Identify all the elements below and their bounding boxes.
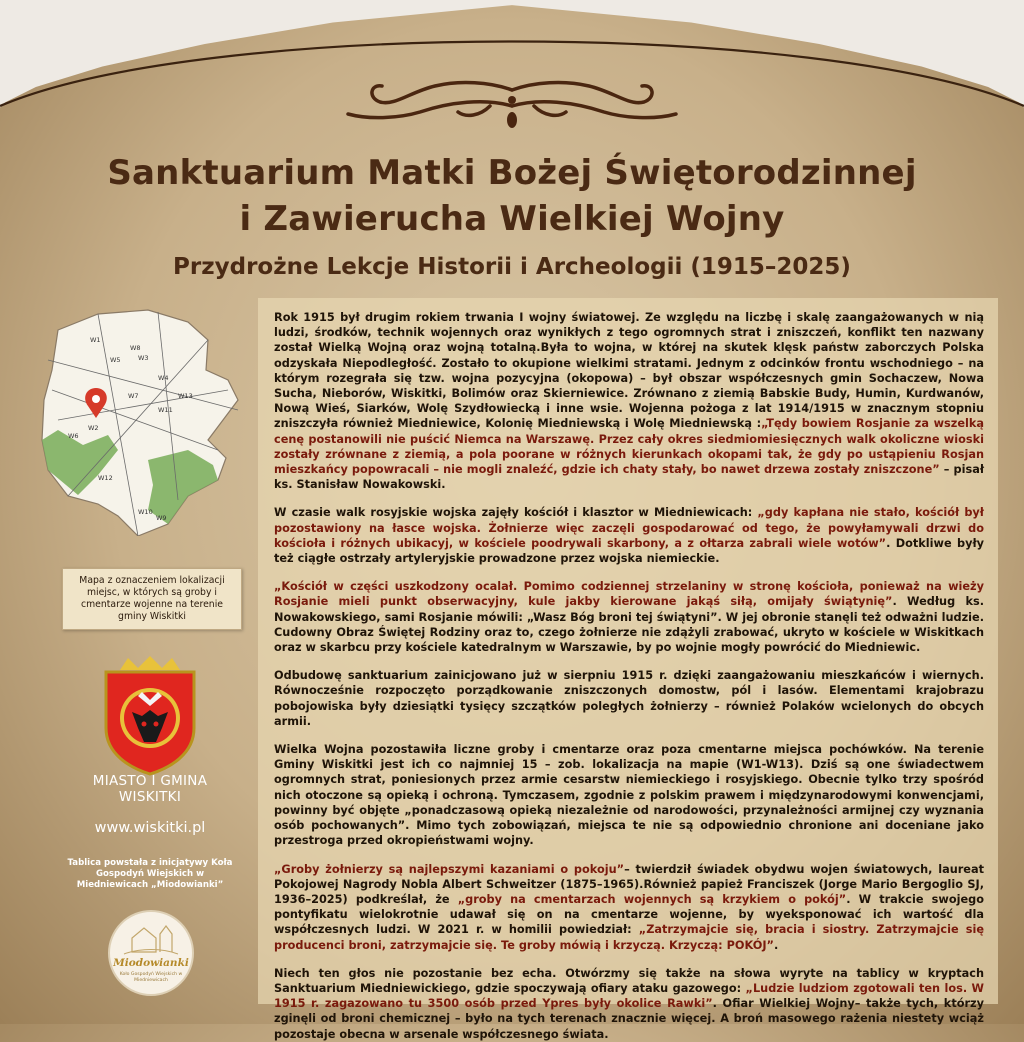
page-title <box>0 150 1024 242</box>
paragraph-3 <box>274 579 984 655</box>
title-line-1: Sanktuarium Matki Bożej Świętorodzinnej <box>107 153 917 193</box>
paragraph-7 <box>274 966 984 1042</box>
logo-subtitle: Koło Gospodyń Wiejskich w Miedniewicach <box>119 972 183 983</box>
quote-highlight: „Groby żołnierzy są najlepszymi kazaniami o pokoju” <box>274 862 625 876</box>
map-caption: Mapa z oznaczeniem lokalizacji miejsc, w których są groby i cmentarze wojenne na terenie gminy Wiskitki <box>62 568 242 630</box>
paragraph-6 <box>274 862 984 953</box>
map-label-w2: W2 <box>88 424 99 432</box>
town-name-line-1: MIASTO I GMINA <box>92 773 208 789</box>
website-link[interactable]: www.wiskitki.pl <box>94 820 206 836</box>
text-run: Niech ten głos nie pozostanie bez echa. Otwórzmy się także na słowa wyryte na tablicy w kryptach Sanktuarium Miedniewickiego, gdzie spoczywają ofiary ataku gazowego: <box>274 966 984 995</box>
map-label-w7: W7 <box>128 392 139 400</box>
map-label-w12: W12 <box>98 474 113 482</box>
page-subtitle: Przydrożne Lekcje Historii i Archeologii (1915–2025) <box>173 254 851 280</box>
text-run: Odbudowę sanktuarium zainicjowano już w sierpniu 1915 r. dzięki zaangażowaniu mieszkańców i wiernych. Równocześnie rozpoczęto porządkowanie zniszczonych domostw, pól i lasów. Elementami krajobrazu pobojowiska były dziesiątki tysięcy szczątków poległych żołnierzy – również Polaków wcielonych do obcych armii. <box>274 669 984 728</box>
map-label-w8: W8 <box>130 344 141 352</box>
initiative-note: Tablica powstała z inicjatywy Koła Gospodyń Wiejskich w Miedniewicach „Miodowianki” <box>67 858 233 890</box>
text-run: . W trakcie swojego pontyfikatu wielokrotnie udawał się on na cmentarze wojenne, by wyeksponować ich wartość dla współczesnych ludzi. W 2021 r. w homilii powiedział: <box>274 892 984 937</box>
map-label-w6: W6 <box>68 432 79 440</box>
quote-highlight: „Zatrzymajcie się, bracia i siostry. Zatrzymajcie się producenci broni, zatrzymajcie się. Te groby mówią i krzyczą. Krzyczą: POKÓJ” <box>274 923 984 952</box>
text-run: – twierdził świadek obydwu wojen światowych, laureat Pokojowej Nagrody Nobla Albert Schweitzer (1875–1965).Również papież Franciszek (Jorge Mario Bergoglio SJ, 1936–2025) podkreślał, że <box>274 862 984 906</box>
miodowianki-logo <box>108 910 194 996</box>
quote-highlight: „Ludzie ludziom zgotowali ten los. W 1915 r. zagazowano tu 3500 osób przed Ypres były okolice Rawki” <box>274 981 985 1011</box>
paragraph-5 <box>274 742 984 848</box>
article-text-panel <box>258 298 998 1041</box>
quote-highlight: „Tędy bowiem Rosjanie za wszelką cenę postanowili nie puścić Niemca na Warszawę. Przez cały okres siedmiomiesięcznych walk okoliczne wioski zostały zrównane z ziemią, a pola poorane w różnych kierunkach okopami tak, że gdy po ustąpieniu Rosjan mieszkańcy popowracali – nie mogli znaleźć, gdzie ich chaty stały, bo nawet drzewa zostały zniszczone” <box>274 417 985 477</box>
text-run: . Ofiar Wielkiej Wojny– także tych, którzy zginęli od broni chemicznej – było na tych terenach znacznie więcej. A broń masowego rażenia niestety wciąż pozostaje obecna w arsenale współczesnego świata. <box>274 997 984 1041</box>
town-name-line-2: WISKITKI <box>118 789 182 805</box>
map-label-w13: W13 <box>178 392 193 400</box>
town-name <box>60 773 240 805</box>
text-run: . Dotkliwe były też ciągłe ostrzały artyleryjskie prowadzone przez wojska niemieckie. <box>274 536 984 566</box>
paragraph-2 <box>274 505 984 566</box>
map-label-w11: W11 <box>158 406 173 414</box>
text-run: – pisał ks. Stanisław Nowakowski. <box>274 463 985 492</box>
paragraph-1 <box>274 310 984 492</box>
gmina-map <box>38 300 252 536</box>
text-run: . Według ks. Nowakowskiego, sami Rosjanie mówili: „Wasz Bóg broni tej świątyni”. W jej obronie stanęli też odważni ludzie. Cudowny Obraz Świętej Rodziny oraz to, czego żołnierze nie zdążyli zrabować, ukryto w kościele w Wiskitkach oraz w skarbcu przy kościele katedralnym w Warszawie, by po wojnie mogły powrócić do Miedniewic. <box>274 595 984 655</box>
map-label-w1: W1 <box>90 336 101 344</box>
map-label-w4: W4 <box>158 374 169 382</box>
map-label-w5: W5 <box>110 356 121 364</box>
text-run: Rok 1915 był drugim rokiem trwania I wojny światowej. Ze względu na liczbę i skalę zaangażowanych w nią ludzi, środków, technik wojennych oraz wynikłych z tego ogromnych strat i zniszczeń, konflikt ten nazwany został Wielką Wojną oraz wojną totalną.Była to wojna, w której na skutek klęsk państw zaborczych Polska odzyskała Niepodległość. Zostało to okupione wielkimi stratami. Jednym z odcinków frontu wschodniego – na którym rozegrała się tzw. wojna pozycyjna (okopowa) – był obszar współczesnych gmin Sochaczew, Nowa Sucha, Nieborów, Wiskitki, Bolimów oraz Skierniewice. Zrównano z ziemią Babskie Budy, Humin, Kurdwanów, Nową Wieś, Siarków, Wolę Szydłowiecką i inne wsie. Wojenna pożoga z lat 1914/1915 w znacznym stopniu zniszczyła również Miedniewice, Kolonię Miedniewską i Wolę Miedniewską : <box>274 311 984 431</box>
map-label-w3: W3 <box>138 354 149 362</box>
text-run: Wielka Wojna pozostawiła liczne groby i cmentarze oraz poza cmentarne miejsca pochówków. Na terenie Gminy Wiskitki jest ich co najmniej 15 – zob. lokalizacja na mapie (W1-W13). Dziś są one świadectwem ogromnych strat, poniesionych przez armie cesarstw niemieckiego i rosyjskiego. Obecnie tylko trzy spośród nich otoczone są opieką i ochroną. Tymczasem, zgodnie z polskim prawem i międzynarodowymi konwencjami, powinny być objęte „ponadczasową opieką niezależnie od narodowości, przynależności armijnej czy wyznania osób pochowanych”. Mimo tych zobowiązań, miejsca te nie są odpowiednio chronione ani doceniane jako przestroga przed okropieństwami wojny. <box>274 743 984 848</box>
text-run: . <box>773 938 779 952</box>
text-run: W czasie walk rosyjskie wojska zajęły kościół i klasztor w Miedniewicach: <box>274 506 758 520</box>
flourish-ornament-icon <box>340 76 684 138</box>
map-label-w9: W9 <box>156 514 167 522</box>
quote-highlight: „Kościół w części uszkodzony ocalał. Pomimo codziennej strzelaniny w stronę kościoła, ponieważ na wieży Rosjanie mieli punkt obserwacyjny, kule jakby kierowane jakąś siłą, omijały świątynię” <box>274 580 984 609</box>
coat-of-arms-icon <box>98 656 202 776</box>
paragraph-4 <box>274 668 984 729</box>
map-label-w10: W10 <box>138 508 153 516</box>
title-line-2: i Zawierucha Wielkiej Wojny <box>239 199 785 239</box>
quote-highlight: „gdy kapłana nie stało, kościół był pozostawiony na łasce wojska. Żołnierze więc zaczęli gospodarować od tego, że powyłamywali drzwi do kościoła i różnych ubikacyj, w kościele poodrywali skarbony, a z ołtarza zabrali wiele wotów” <box>274 506 984 550</box>
quote-highlight: „groby na cmentarzach wojennych są krzykiem o pokój” <box>457 892 847 906</box>
logo-house-icon <box>110 912 192 962</box>
logo-name: Miodowianki <box>113 957 189 969</box>
